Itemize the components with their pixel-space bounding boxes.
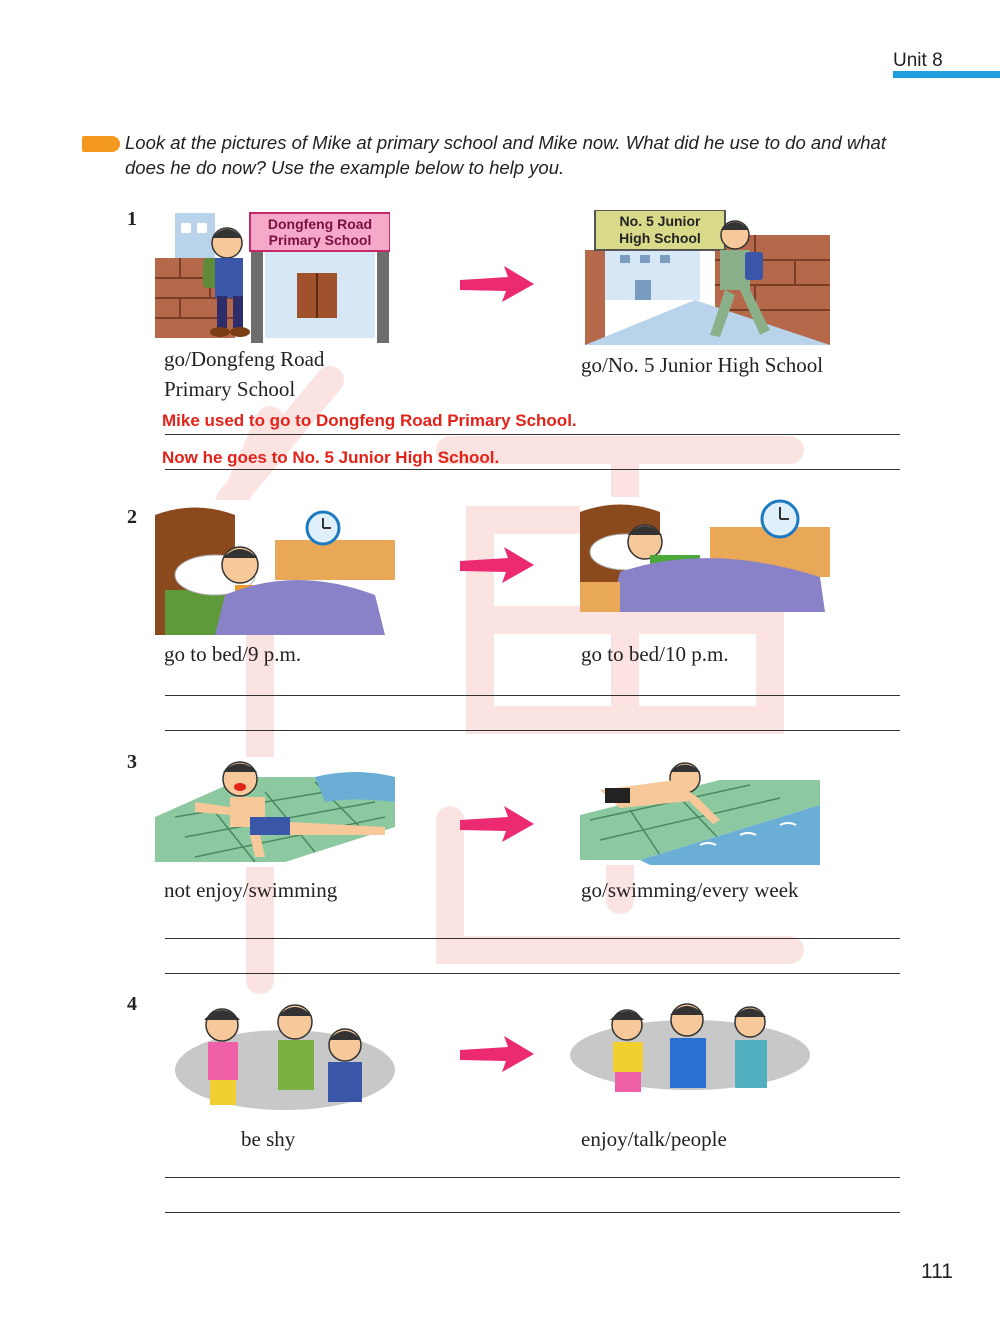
exercise-3-answer-line-1[interactable] (165, 938, 900, 939)
exercise-2-number: 2 (127, 506, 137, 528)
exercise-3-after-cue: go/swimming/every week (581, 878, 799, 902)
exercise-1-number: 1 (127, 208, 137, 230)
exercise-3-before-cue: not enjoy/swimming (164, 878, 338, 902)
exercise-2-after-image (580, 497, 830, 612)
exercise-4-after-cue: enjoy/talk/people (581, 1127, 727, 1151)
exercise-2-answer-line-1[interactable] (165, 695, 900, 696)
exercise-3-answer-line-2[interactable] (165, 973, 900, 974)
exercise-3-after-image (580, 760, 820, 865)
exercise-2-after-cue: go to bed/10 p.m. (581, 642, 729, 666)
exercise-2-before-image (155, 500, 395, 635)
exercise-4-number: 4 (127, 993, 137, 1015)
exercise-1-answer-line-2[interactable] (165, 469, 900, 470)
exercise-4-answer-line-2[interactable] (165, 1212, 900, 1213)
exercise-1-before-sign-line2: Primary School (268, 232, 372, 248)
unit-label: Unit 8 (893, 50, 943, 71)
exercise-2-before-cue: go to bed/9 p.m. (164, 642, 302, 666)
exercise-2-answer-line-2[interactable] (165, 730, 900, 731)
exercise-4-before-image (160, 1000, 395, 1110)
page-number: 111 (921, 1260, 953, 1283)
exercise-3-arrow-icon (458, 802, 536, 846)
exercise-1-after-cue: go/No. 5 Junior High School (581, 353, 824, 377)
exercise-1-after-sign-line2: High School (619, 230, 701, 246)
exercise-1-answer-line-1[interactable] (165, 434, 900, 435)
exercise-4-arrow-icon (458, 1032, 536, 1076)
exercise-2-arrow-icon (458, 543, 536, 587)
exercise-1-before-sign-line1: Dongfeng Road (267, 216, 373, 232)
exercise-1-after-image (585, 210, 830, 345)
exercise-1-before-cue-line1: go/Dongfeng Road (164, 347, 325, 371)
exercise-1-answer-2: Now he goes to No. 5 Junior High School. (162, 448, 500, 467)
exercise-4-answer-line-1[interactable] (165, 1177, 900, 1178)
exercise-4-after-image (565, 1000, 815, 1095)
exercise-1-before-image (155, 208, 390, 343)
exercise-1-arrow-icon (458, 262, 536, 306)
exercise-4-before-cue: be shy (241, 1127, 296, 1151)
exercise-1-after-sign-line1: No. 5 Junior (619, 213, 701, 229)
exercise-3-number: 3 (127, 751, 137, 773)
instruction-tab-icon (82, 136, 120, 152)
exercise-3-before-image (155, 757, 395, 867)
unit-bar (893, 71, 1000, 78)
exercise-1-before-cue-line2: Primary School (164, 377, 296, 401)
instruction-text: Look at the pictures of Mike at primary school and Mike now. What did he use to do and what does he do now? Use the example below to help you. (125, 132, 886, 178)
exercise-1-answer-1: Mike used to go to Dongfeng Road Primary School. (162, 411, 577, 430)
